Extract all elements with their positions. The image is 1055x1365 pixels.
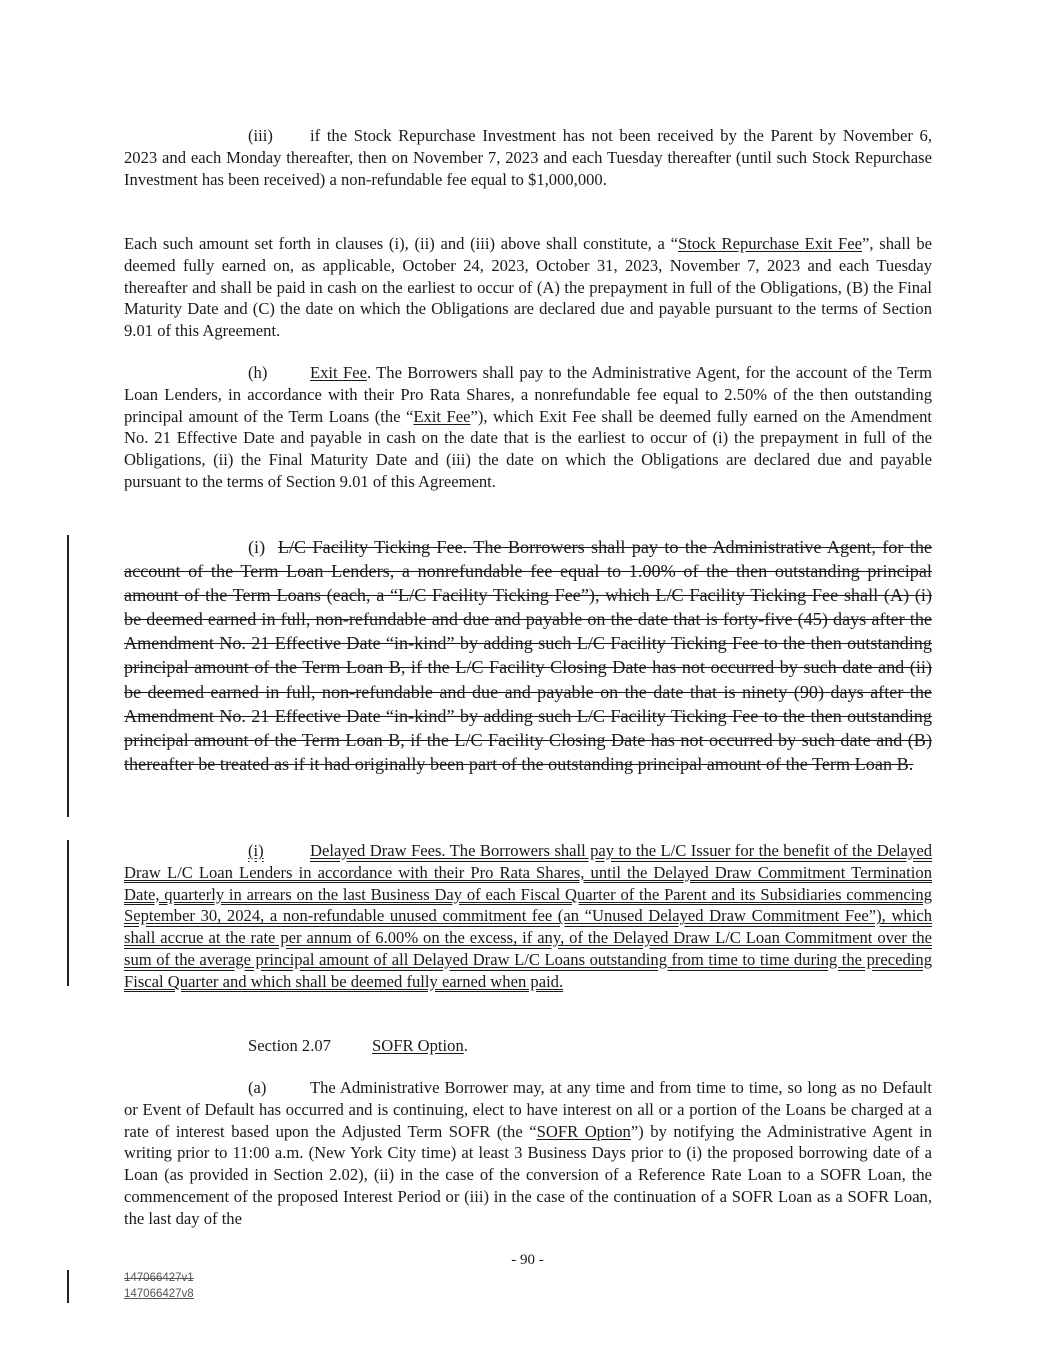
doc-id-old: 147066427v1 (124, 1272, 194, 1284)
clause-i-deleted-ticking-fee (124, 535, 932, 776)
clause-a-text-1: The Administrative Borrower may, at any time and from time to time, so long as no Default or Event of Default has occurred and is continuing, elect to have interest on all or a portion of the Loans be charged at a rate of interest based upon the Adjusted Term SOFR (the “ (124, 1078, 932, 1141)
doc-id-new: 147066427v8 (124, 1288, 194, 1300)
change-bar (67, 1270, 69, 1303)
clause-h-heading: Exit Fee (310, 363, 367, 382)
stock-exit-text-post: ”, shall be deemed fully earned on, as applicable, October 24, 2023, October 31, 2023, November 7, 2023 and each Tuesday thereafter and shall be paid in cash on the earliest to occur of (A) the prepayment in full of the Obligations, (B) the Final Maturity Date and (C) the date on which the Obligations are declared due and payable pursuant to the terms of Section 9.01 of this Agreement. (124, 234, 932, 341)
clause-h-number: (h) (248, 363, 268, 382)
clause-i-inserted-text: Delayed Draw Fees. The Borrowers shall pay to the L/C Issuer for the benefit of the Delayed Draw L/C Loan Lenders in accordance with their Pro Rata Shares, until the Delayed Draw Commitment Termination Date, quarterly in arrears on the last Business Day of each Fiscal Quarter of the Parent and its Subsidiaries commencing September 30, 2024, a non-refundable unused commitment fee (an “Unused Delayed Draw Commitment Fee”), which shall accrue at the rate per annum of 6.00% on the excess, if any, of the Delayed Draw L/C Loan Commitment over the sum of the average principal amount of all Delayed Draw L/C Loans outstanding from time to time during the preceding Fiscal Quarter and which shall be deemed fully earned when paid. (124, 841, 932, 991)
page-number: - 90 - (511, 1252, 544, 1268)
section-number: Section 2.07 (248, 1036, 331, 1055)
section-title-period: . (463, 1036, 468, 1055)
stock-exit-defined-term: Stock Repurchase Exit Fee (678, 234, 863, 253)
clause-a-defined-term: SOFR Option (536, 1121, 631, 1141)
clause-i-inserted-delayed-draw-fees (124, 840, 932, 993)
clause-a-text-2: ”) by notifying the Administrative Agent in writing prior to 11:00 a.m. (New York City time) at least 3 Business Days prior to (i) the proposed borrowing date of a Loan (as provided in Section 2.02), (ii) in the case of the conversion of a Reference Rate Loan to a SOFR Loan, the commencement of the proposed Interest Period or (iii) in the case of the continuation of a SOFR Loan as a SOFR Loan, the last day of the (124, 1121, 933, 1228)
clause-h-text-1: . The Borrowers shall pay to the Administrative Agent, for the account of the Term Loan Lenders, in accordance with their Pro Rata Shares, a nonrefundable fee equal to 2.50% of the then outstanding principal amount of the Term Loans (the “ (124, 363, 933, 426)
section-title: SOFR Option (372, 1036, 464, 1055)
stock-repurchase-exit-fee-paragraph (124, 233, 932, 342)
clause-i-deleted-text: L/C Facility Ticking Fee. The Borrowers shall pay to the Administrative Agent, for the account of the Term Loan Lenders, a nonrefundable fee equal to 1.00% of the then outstanding principal amount of the Term Loans (each, a “L/C Facility Ticking Fee”), which L/C Facility Ticking Fee shall (A) (i) be deemed earned in full, non-refundable and due and payable on the date that is forty-five (45) days after the Amendment No. 21 Effective Date “in-kind” by adding such L/C Facility Ticking Fee to the then outstanding principal amount of the Term Loan B, if the L/C Facility Closing Date has not occurred by such date and (ii) be deemed earned in full, non-refundable and due and payable on the date that is ninety (90) days after the Amendment No. 21 Effective Date “in-kind” by adding such L/C Facility Ticking Fee to the then outstanding principal amount of the Term Loan B, if the L/C Facility Closing Date has not occurred by such date and (B) thereafter be treated as if it had originally been part of the outstanding principal amount of the Term Loan B. (124, 537, 933, 774)
clause-i-inserted-number: (i) (248, 841, 264, 860)
clause-a-number: (a) (248, 1078, 267, 1097)
stock-exit-text-pre: Each such amount set forth in clauses (i), (ii) and (iii) above shall constitute, a “ (124, 234, 679, 253)
change-bar (67, 840, 69, 986)
clause-h-defined-term: Exit Fee (413, 406, 471, 426)
change-bar (67, 535, 69, 817)
clause-h-text-2: ”), which Exit Fee shall be deemed fully earned on the Amendment No. 21 Effective Date and payable in cash on the date that is the earliest to occur of (i) the prepayment in full of the Obligations, (ii) the Final Maturity Date and (iii) the date on which the Obligations are declared due and payable pursuant to the terms of Section 9.01 of this Agreement. (124, 406, 932, 491)
clause-iii-number: (iii) (248, 126, 273, 145)
section-2-07-heading (124, 1035, 932, 1057)
clause-i-deleted-number: (i) (248, 537, 266, 557)
clause-h-exit-fee (124, 362, 932, 493)
clause-iii-text: if the Stock Repurchase Investment has not been received by the Parent by November 6, 2023 and each Monday thereafter, then on November 7, 2023 and each Tuesday thereafter (until such Stock Repurchase Investment has been received) a non-refundable fee equal to $1,000,000. (124, 126, 932, 189)
clause-a-sofr-option (124, 1077, 932, 1230)
clause-iii (124, 125, 932, 190)
